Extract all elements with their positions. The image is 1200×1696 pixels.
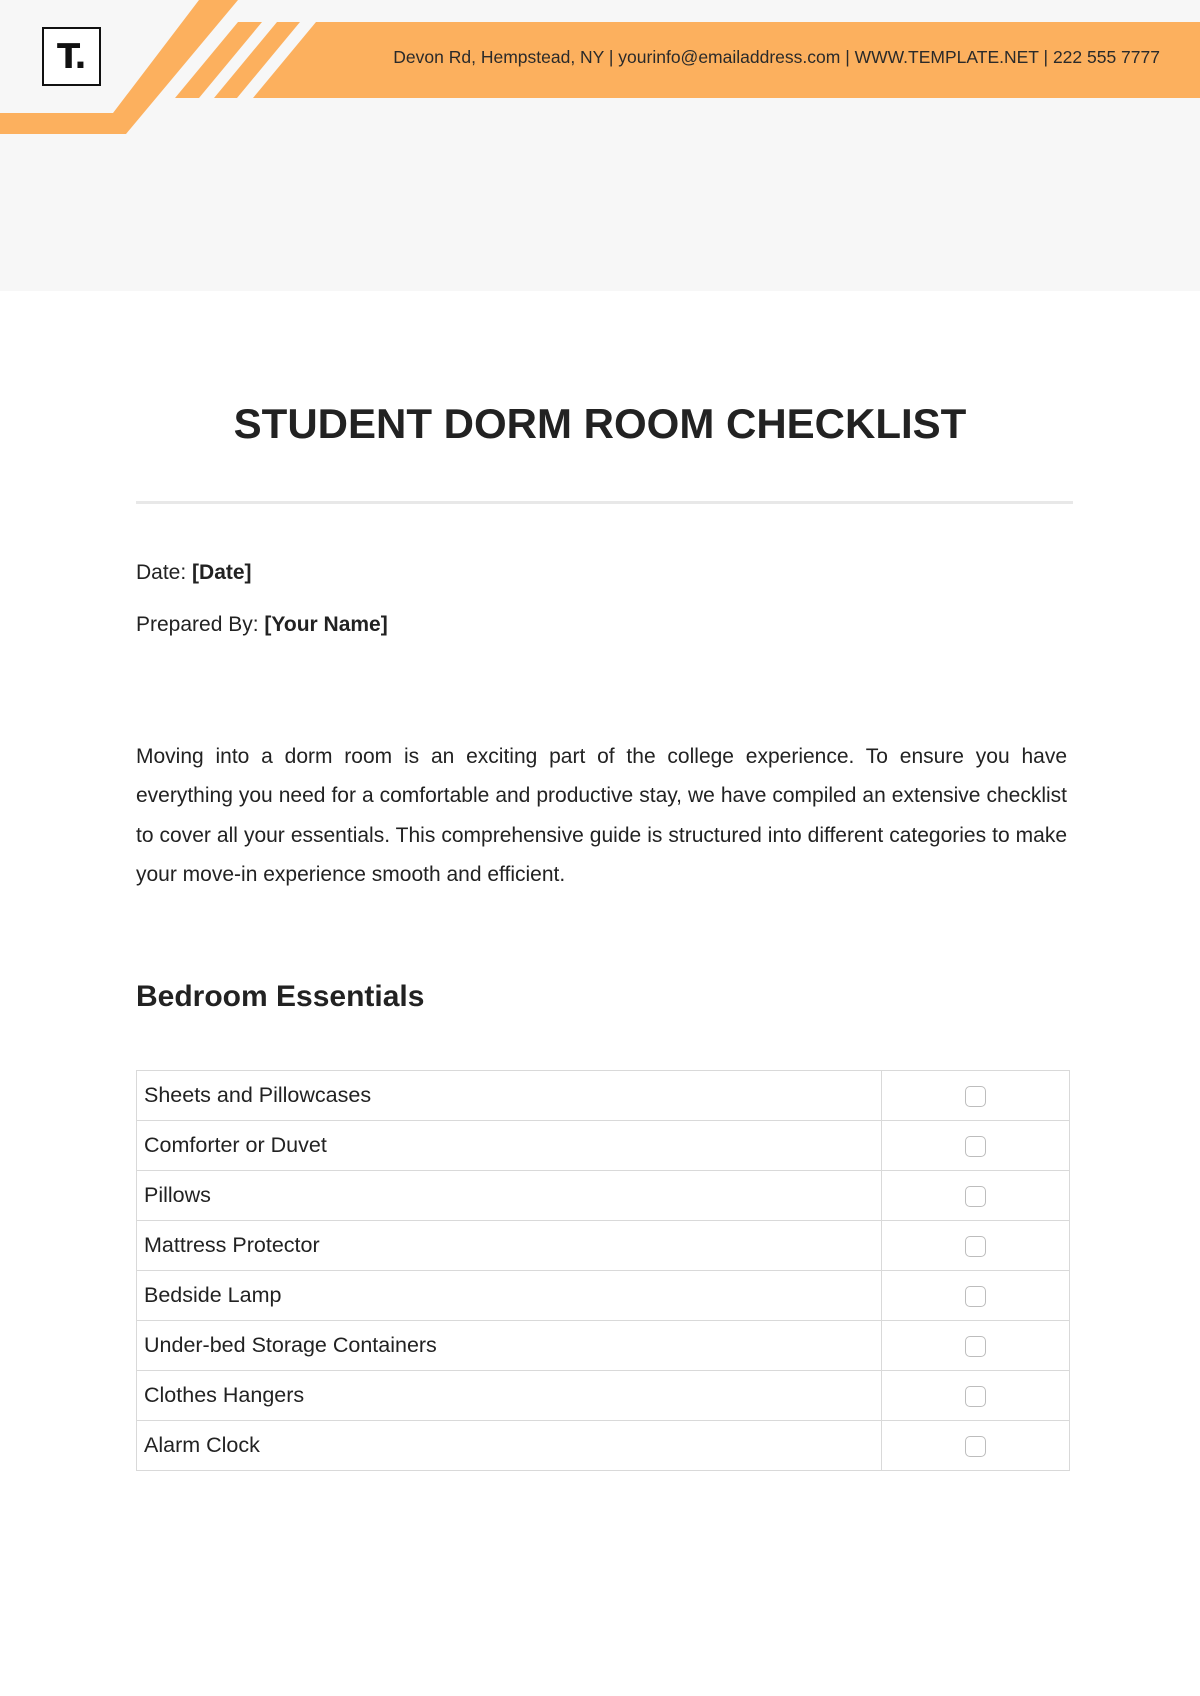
table-row — [137, 1271, 1070, 1321]
item-label: Clothes Hangers — [137, 1371, 882, 1421]
checkbox[interactable] — [965, 1386, 986, 1407]
checkbox[interactable] — [965, 1186, 986, 1207]
title-divider — [136, 501, 1073, 504]
item-label: Alarm Clock — [137, 1421, 882, 1471]
checkbox[interactable] — [965, 1236, 986, 1257]
item-label: Comforter or Duvet — [137, 1121, 882, 1171]
item-label: Under-bed Storage Containers — [137, 1321, 882, 1371]
logo: T. — [42, 27, 101, 86]
contact-info: Devon Rd, Hempstead, NY | yourinfo@emailaddress.com | WWW.TEMPLATE.NET | 222 555 7777 — [393, 47, 1160, 67]
item-label: Bedside Lamp — [137, 1271, 882, 1321]
table-row — [137, 1421, 1070, 1471]
date-line — [136, 561, 252, 585]
date-label: Date: — [136, 561, 187, 584]
checkbox[interactable] — [965, 1136, 986, 1157]
bedroom-checklist-table — [136, 1070, 1070, 1471]
date-value: [Date] — [192, 561, 252, 584]
table-row — [137, 1221, 1070, 1271]
prepared-label: Prepared By: — [136, 613, 259, 636]
item-label: Sheets and Pillowcases — [137, 1071, 882, 1121]
item-label: Pillows — [137, 1171, 882, 1221]
prepared-value: [Your Name] — [264, 613, 388, 636]
header-decoration — [0, 0, 1200, 140]
checkbox[interactable] — [965, 1436, 986, 1457]
item-label: Mattress Protector — [137, 1221, 882, 1271]
intro-paragraph: Moving into a dorm room is an exciting part of the college experience. To ensure you have everything you need for a comfortable and productive stay, we have compiled an extensive checklist to cover all your essentials. This comprehensive guide is structured into different categories to make your move-in experience smooth and efficient. — [136, 745, 1067, 886]
table-row — [137, 1371, 1070, 1421]
table-row — [137, 1171, 1070, 1221]
table-row — [137, 1121, 1070, 1171]
table-row — [137, 1071, 1070, 1121]
table-row — [137, 1321, 1070, 1371]
section-title-bedroom: Bedroom Essentials — [136, 980, 425, 1013]
checkbox[interactable] — [965, 1086, 986, 1107]
page-title: STUDENT DORM ROOM CHECKLIST — [233, 400, 967, 447]
checkbox[interactable] — [965, 1336, 986, 1357]
checkbox[interactable] — [965, 1286, 986, 1307]
prepared-by-line — [136, 613, 388, 637]
